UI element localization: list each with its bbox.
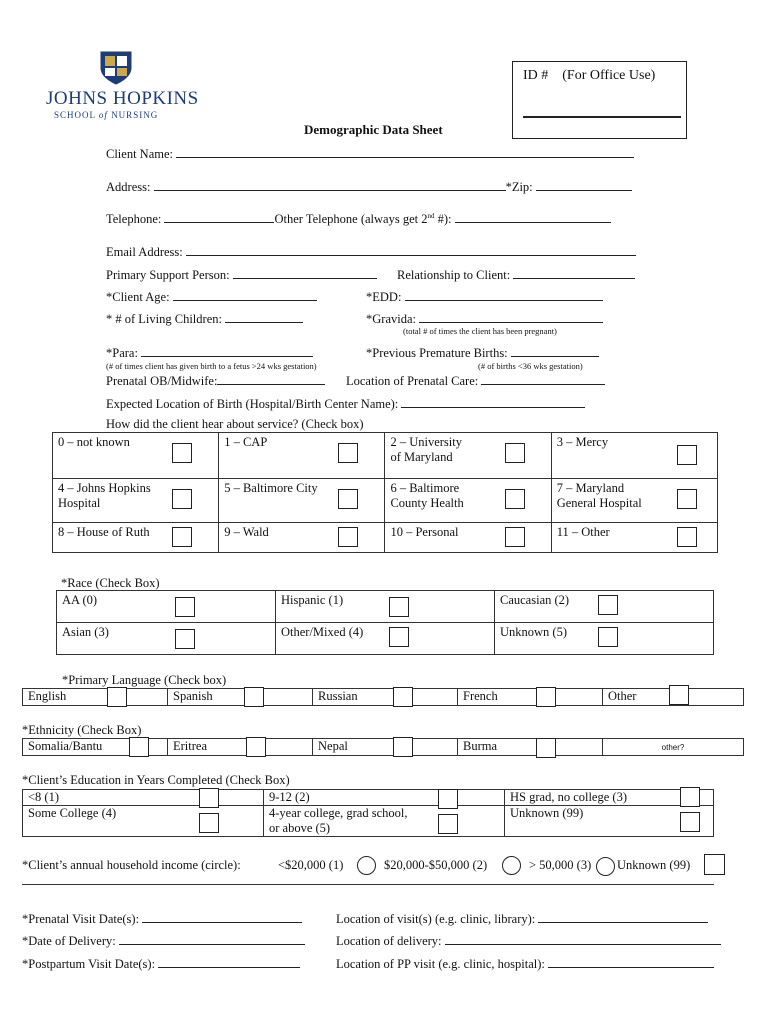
- education-option: 9-12 (2): [269, 790, 310, 804]
- address-row: [106, 178, 632, 195]
- race-table: [56, 590, 714, 655]
- client-name-label: Client Name:: [106, 147, 173, 161]
- delivery-location-field[interactable]: [445, 932, 721, 945]
- client-age-label: *Client Age:: [106, 290, 170, 304]
- gravida-note: (total # of times the client has been pregnant): [403, 326, 557, 336]
- table-row: [23, 806, 714, 837]
- prenatal-location-field[interactable]: [481, 372, 605, 385]
- referral-cell: [551, 523, 717, 553]
- race-option: Caucasian (2): [500, 593, 570, 607]
- referral-label-1-0: 4 – Johns Hopkins: [58, 481, 151, 495]
- referral-label-2-0: 8 – House of Ruth: [58, 525, 150, 539]
- ethnicity-table: [22, 738, 744, 756]
- postpartum-dates-label: *Postpartum Visit Date(s):: [22, 957, 156, 971]
- referral-checkbox[interactable]: [338, 527, 358, 547]
- referral-label-1-2: 6 – Baltimore: [390, 481, 460, 495]
- referral-checkbox[interactable]: [338, 489, 358, 509]
- referral-cell: [385, 479, 551, 523]
- page-title: Demographic Data Sheet: [304, 122, 443, 137]
- other-telephone-post: #):: [434, 212, 452, 226]
- referral-label-0-1: 1 – CAP: [224, 435, 268, 449]
- language-checkbox[interactable]: [107, 687, 127, 707]
- referral-label-2-1: 9 – Wald: [224, 525, 269, 539]
- race-option: Other/Mixed (4): [281, 625, 364, 639]
- education-option: <8 (1): [28, 790, 59, 804]
- para-row: [106, 344, 313, 361]
- race-checkbox[interactable]: [598, 595, 618, 615]
- race-label: *Race (Check Box): [61, 576, 160, 590]
- visit-location-row: [336, 910, 708, 927]
- ethnicity-cell: [458, 739, 603, 756]
- edd-field[interactable]: [405, 288, 603, 301]
- referral-checkbox[interactable]: [172, 489, 192, 509]
- race-cell: [495, 591, 714, 623]
- pp-location-label: Location of PP visit (e.g. clinic, hospital):: [336, 957, 545, 971]
- referral-cell: [551, 433, 717, 479]
- education-cell: [23, 806, 264, 837]
- referral-sub-0-2: of Maryland: [390, 450, 453, 464]
- language-cell: [458, 689, 603, 706]
- client-name-field[interactable]: [176, 145, 634, 158]
- race-cell: [276, 623, 495, 655]
- address-field[interactable]: [154, 178, 506, 191]
- client-name-row: [106, 145, 634, 162]
- education-cell: [264, 790, 505, 806]
- ethnicity-option: Burma: [463, 739, 498, 753]
- premature-note: (# of births <36 wks gestation): [478, 361, 583, 371]
- telephone-label: Telephone:: [106, 212, 162, 226]
- education-option: Unknown (99): [510, 806, 584, 820]
- race-option: Unknown (5): [500, 625, 568, 639]
- delivery-date-label: *Date of Delivery:: [22, 934, 116, 948]
- education-cell: [23, 790, 264, 806]
- ethnicity-cell: [313, 739, 458, 756]
- prenatal-dates-field[interactable]: [142, 910, 302, 923]
- referral-sub-1-2: County Health: [390, 496, 464, 510]
- education-option: Some College (4): [28, 806, 117, 820]
- language-option: Other: [608, 689, 637, 703]
- education-option: HS grad, no college (3): [510, 790, 627, 804]
- language-checkbox[interactable]: [393, 687, 413, 707]
- telephone-row: [106, 210, 611, 227]
- referral-label-1-1: 5 – Baltimore City: [224, 481, 318, 495]
- race-cell: [57, 623, 276, 655]
- ob-midwife-label: Prenatal OB/Midwife:: [106, 374, 218, 388]
- table-row: [23, 689, 744, 706]
- visit-location-field[interactable]: [538, 910, 708, 923]
- education-label: *Client’s Education in Years Completed (Check Box): [22, 773, 290, 787]
- race-cell: [495, 623, 714, 655]
- zip-label: *Zip:: [505, 180, 533, 194]
- education-checkbox[interactable]: [680, 787, 700, 807]
- premature-row: [366, 344, 599, 361]
- income-label: *Client’s annual household income (circle):: [22, 858, 241, 872]
- race-checkbox[interactable]: [389, 627, 409, 647]
- table-row: [23, 739, 744, 756]
- race-cell: [57, 591, 276, 623]
- ob-midwife-row: [106, 372, 325, 389]
- table-row: [23, 790, 714, 806]
- prenatal-location-label: Location of Prenatal Care:: [346, 374, 479, 388]
- para-label: *Para:: [106, 346, 138, 360]
- ethnicity-other-note: other?: [661, 743, 685, 752]
- birth-location-row: [106, 395, 585, 412]
- ethnicity-option: Eritrea: [173, 739, 208, 753]
- pp-location-row: [336, 955, 714, 972]
- ethnicity-checkbox[interactable]: [393, 737, 413, 757]
- logo-nursing: NURSING: [111, 110, 159, 120]
- premature-label: *Previous Premature Births:: [366, 346, 508, 360]
- referral-label-0-3: 3 – Mercy: [556, 435, 609, 449]
- office-id-line[interactable]: [523, 116, 681, 118]
- income-opt1: <$20,000 (1): [278, 858, 344, 872]
- referral-table: [52, 432, 718, 553]
- table-row: [57, 591, 714, 623]
- referral-cell: [551, 479, 717, 523]
- referral-checkbox[interactable]: [677, 445, 697, 465]
- income-row: [22, 858, 241, 873]
- race-checkbox[interactable]: [598, 627, 618, 647]
- education-table: [22, 789, 714, 837]
- referral-cell: [53, 479, 219, 523]
- referral-cell: [53, 433, 219, 479]
- referral-checkbox[interactable]: [172, 443, 192, 463]
- referral-checkbox[interactable]: [172, 527, 192, 547]
- referral-sub-1-3: General Hospital: [556, 496, 642, 510]
- ethnicity-option: Somalia/Bantu: [28, 739, 103, 753]
- race-option: Hispanic (1): [281, 593, 344, 607]
- language-option: French: [463, 689, 498, 703]
- income-circle-2[interactable]: [502, 856, 521, 875]
- premature-field[interactable]: [511, 344, 599, 357]
- income-circle-3[interactable]: [596, 857, 615, 876]
- race-checkbox[interactable]: [389, 597, 409, 617]
- education-option: 4-year college, grad school,: [269, 806, 408, 820]
- table-row: [53, 433, 718, 479]
- education-cell: [505, 790, 714, 806]
- visit-location-label: Location of visit(s) (e.g. clinic, library):: [336, 912, 536, 926]
- language-checkbox[interactable]: [669, 685, 689, 705]
- ethnicity-cell: [168, 739, 313, 756]
- logo-of: of: [98, 110, 108, 120]
- ethnicity-option: Nepal: [318, 739, 348, 753]
- logo-school-line: [54, 110, 158, 120]
- referral-sub-1-0: Hospital: [58, 496, 101, 510]
- referral-cell: [53, 523, 219, 553]
- education-cell: [264, 806, 505, 837]
- referral-cell: [219, 433, 385, 479]
- zip-field[interactable]: [536, 178, 632, 191]
- referral-cell: [385, 523, 551, 553]
- address-label: Address:: [106, 180, 151, 194]
- para-note: (# of times client has given birth to a fetus >24 wks gestation): [106, 361, 317, 371]
- relationship-row: [397, 266, 635, 283]
- income-circle-1[interactable]: [357, 856, 376, 875]
- relationship-label: Relationship to Client:: [397, 268, 511, 282]
- income-divider: [22, 884, 714, 885]
- email-field[interactable]: [186, 243, 636, 256]
- logo-wordmark: JOHNS HOPKINS: [46, 88, 199, 109]
- delivery-date-field[interactable]: [119, 932, 305, 945]
- language-option: English: [28, 689, 67, 703]
- education-option-extra: or above (5): [269, 821, 331, 835]
- language-cell: [603, 689, 744, 706]
- referral-checkbox[interactable]: [338, 443, 358, 463]
- living-children-field[interactable]: [225, 310, 303, 323]
- edd-label: *EDD:: [366, 290, 402, 304]
- email-row: [106, 243, 636, 260]
- race-checkbox[interactable]: [175, 629, 195, 649]
- race-cell: [276, 591, 495, 623]
- hear-about-label: How did the client hear about service? (Check box): [106, 417, 364, 431]
- ethnicity-checkbox[interactable]: [536, 738, 556, 758]
- language-cell: [168, 689, 313, 706]
- referral-checkbox[interactable]: [505, 489, 525, 509]
- prenatal-location-row: [346, 372, 605, 389]
- education-checkbox[interactable]: [199, 813, 219, 833]
- jhu-logo: [46, 50, 199, 122]
- language-checkbox[interactable]: [536, 687, 556, 707]
- referral-cell: [385, 433, 551, 479]
- ethnicity-label: *Ethnicity (Check Box): [22, 723, 142, 737]
- birth-location-field[interactable]: [401, 395, 585, 408]
- office-id-label: ID # (For Office Use): [523, 68, 656, 83]
- income-opt2: $20,000-$50,000 (2): [384, 858, 488, 872]
- support-person-row: [106, 266, 377, 283]
- birth-location-label: Expected Location of Birth (Hospital/Birth Center Name):: [106, 397, 399, 411]
- income-opt4: Unknown (99): [617, 858, 691, 872]
- delivery-location-label: Location of delivery:: [336, 934, 442, 948]
- support-person-field[interactable]: [233, 266, 377, 279]
- logo-school: SCHOOL: [54, 110, 96, 120]
- prenatal-dates-label: *Prenatal Visit Date(s):: [22, 912, 140, 926]
- language-option: Spanish: [173, 689, 213, 703]
- table-row: [53, 479, 718, 523]
- other-telephone-pre: Other Telephone (always get 2: [274, 212, 428, 226]
- office-id-box: [512, 61, 687, 139]
- ethnicity-cell: [603, 739, 744, 756]
- table-row: [57, 623, 714, 655]
- gravida-label: *Gravida:: [366, 312, 416, 326]
- delivery-location-row: [336, 932, 721, 949]
- income-opt3: > 50,000 (3): [529, 858, 592, 872]
- postpartum-dates-field[interactable]: [158, 955, 300, 968]
- language-cell: [23, 689, 168, 706]
- gravida-row: [366, 310, 603, 327]
- referral-cell: [219, 479, 385, 523]
- race-option: AA (0): [62, 593, 98, 607]
- referral-cell: [219, 523, 385, 553]
- email-label: Email Address:: [106, 245, 183, 259]
- gravida-field[interactable]: [419, 310, 603, 323]
- ob-midwife-field[interactable]: [217, 372, 325, 385]
- education-checkbox[interactable]: [680, 812, 700, 832]
- para-field[interactable]: [141, 344, 313, 357]
- relationship-field[interactable]: [513, 266, 635, 279]
- education-checkbox[interactable]: [438, 814, 458, 834]
- other-telephone-field[interactable]: [455, 210, 611, 223]
- ethnicity-checkbox[interactable]: [246, 737, 266, 757]
- language-checkbox[interactable]: [244, 687, 264, 707]
- referral-checkbox[interactable]: [677, 527, 697, 547]
- language-option: Russian: [318, 689, 358, 703]
- language-table: [22, 688, 744, 706]
- living-children-row: [106, 310, 303, 327]
- ethnicity-checkbox[interactable]: [129, 737, 149, 757]
- telephone-field[interactable]: [164, 210, 274, 223]
- referral-checkbox[interactable]: [505, 443, 525, 463]
- referral-label-0-2: 2 – University: [390, 435, 462, 449]
- referral-label-1-3: 7 – Maryland: [556, 481, 625, 495]
- ethnicity-cell: [23, 739, 168, 756]
- living-children-label: * # of Living Children:: [106, 312, 222, 326]
- race-checkbox[interactable]: [175, 597, 195, 617]
- referral-checkbox[interactable]: [677, 489, 697, 509]
- referral-checkbox[interactable]: [505, 527, 525, 547]
- pp-location-field[interactable]: [548, 955, 714, 968]
- language-cell: [313, 689, 458, 706]
- referral-label-0-0: 0 – not known: [58, 435, 130, 449]
- language-label: *Primary Language (Check box): [62, 673, 227, 687]
- postpartum-dates-row: [22, 955, 300, 972]
- education-cell: [505, 806, 714, 837]
- table-row: [53, 523, 718, 553]
- other-telephone-label: [274, 212, 451, 226]
- prenatal-dates-row: [22, 910, 302, 927]
- referral-label-2-3: 11 – Other: [556, 525, 610, 539]
- referral-label-2-2: 10 – Personal: [390, 525, 459, 539]
- edd-row: [366, 288, 603, 305]
- shield-icon: [99, 50, 133, 86]
- income-checkbox[interactable]: [704, 854, 725, 875]
- race-option: Asian (3): [62, 625, 109, 639]
- other-telephone-sup: nd: [427, 211, 435, 220]
- client-age-field[interactable]: [173, 288, 317, 301]
- delivery-date-row: [22, 932, 305, 949]
- support-person-label: Primary Support Person:: [106, 268, 230, 282]
- client-age-row: [106, 288, 317, 305]
